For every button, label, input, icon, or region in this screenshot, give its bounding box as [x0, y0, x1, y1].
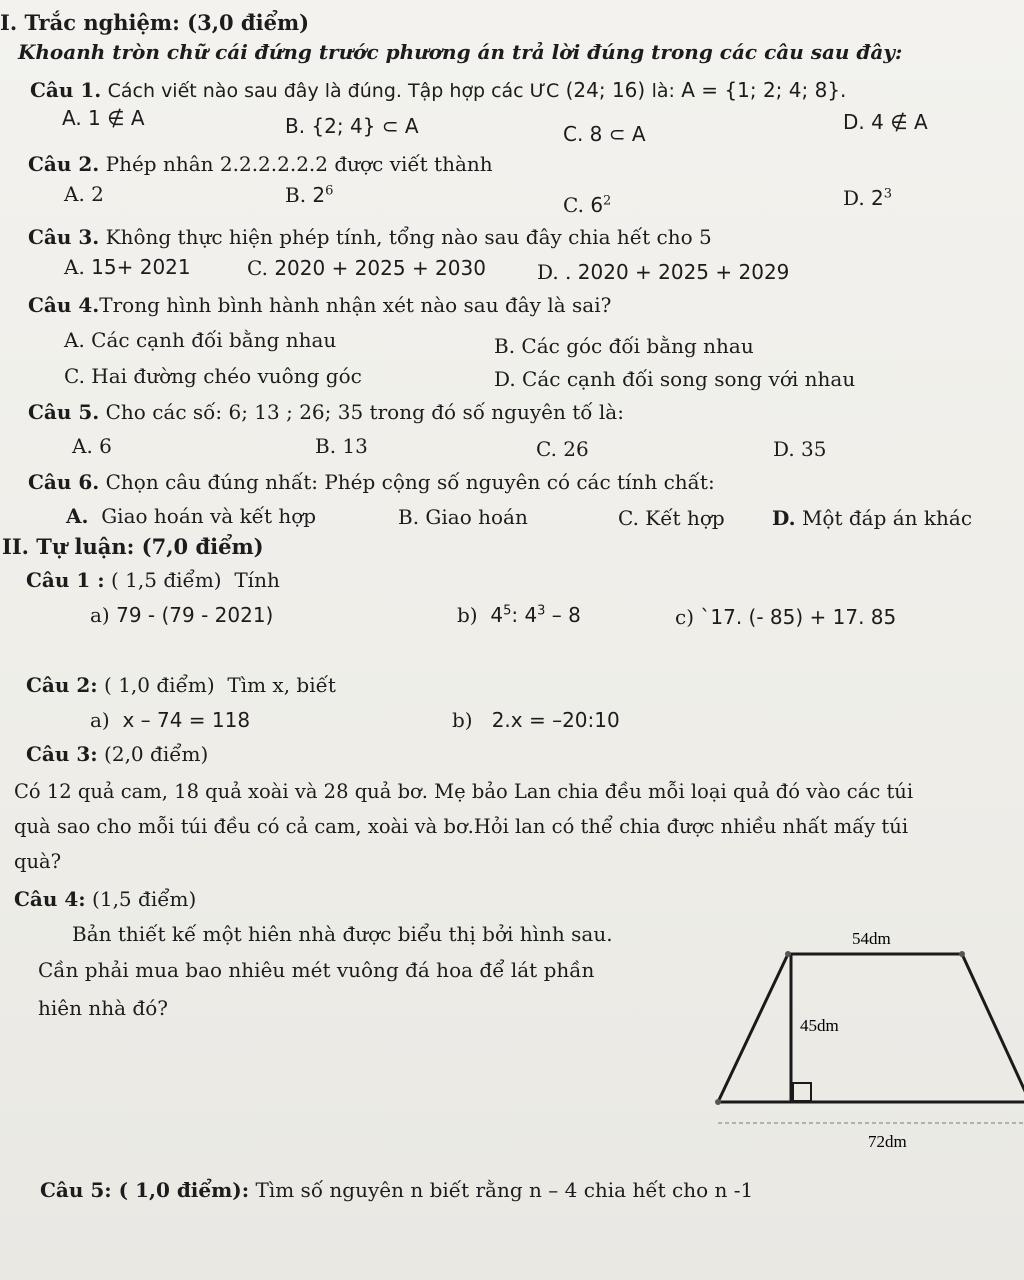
essay-q1-c-expr: `17. (- 85) + 17. 85 — [700, 605, 897, 629]
q6-option-c[interactable]: C. Kết hợp — [618, 506, 725, 530]
q3-text: Không thực hiện phép tính, tổng nào sau đây chia hết cho 5 — [105, 225, 712, 249]
essay-q3-points: (2,0 điểm) — [104, 742, 209, 766]
q6-a-letter: A. — [66, 504, 89, 528]
q6-d-letter: D. — [772, 506, 796, 530]
essay-q1-label: Câu 1 : — [26, 568, 105, 592]
part2-heading: II. Tự luận: (7,0 điểm) — [2, 534, 264, 559]
essay-q1-points: ( 1,5 điểm) — [111, 568, 222, 592]
essay-q1-b-mid: : 4 — [511, 603, 538, 627]
q2-b-base: 2 — [312, 183, 326, 207]
q3-line — [28, 225, 712, 249]
essay-q1-a-label: a) — [90, 603, 110, 627]
q2-option-d[interactable] — [843, 186, 892, 210]
q6-option-d[interactable] — [772, 506, 972, 530]
q2-c-base: 6 — [590, 193, 604, 217]
essay-q4-points: (1,5 điểm) — [92, 887, 197, 911]
q1-math: (24; 16) — [565, 78, 646, 102]
essay-q2-b-expr: 2.x = –20:10 — [491, 708, 620, 732]
vertex-dot — [959, 951, 965, 957]
essay-q2-a-expr: x – 74 = 118 — [122, 708, 251, 732]
q6-d-text: Một đáp án khác — [801, 506, 973, 530]
q2-c-exp: 2 — [603, 193, 612, 209]
essay-q1-text: Tính — [234, 568, 280, 592]
q6-option-a[interactable] — [66, 504, 316, 528]
q5-option-c[interactable]: C. 26 — [536, 437, 589, 461]
q5-option-b[interactable]: B. 13 — [315, 434, 368, 458]
essay-q1-c-label: c) — [675, 605, 695, 629]
essay-q5-label: Câu 5: ( 1,0 điểm): — [40, 1178, 250, 1202]
essay-q3-label: Câu 3: — [26, 742, 98, 766]
label-top: 54dm — [852, 929, 891, 948]
q2-option-a[interactable]: A. 2 — [64, 182, 104, 206]
essay-q4-line1: Bản thiết kế một hiên nhà được biểu thị bởi hình sau. — [72, 922, 613, 946]
q1-label: Câu 1. — [30, 78, 102, 102]
essay-q1-b-base: 4 — [490, 603, 504, 627]
q3-c-math: 2020 + 2025 + 2030 — [274, 256, 486, 280]
q4-text: Trong hình bình hành nhận xét nào sau đây là sai? — [99, 293, 612, 317]
q2-b-prefix: B. — [285, 183, 307, 207]
q2-line — [28, 152, 493, 176]
q3-a-math: 15+ 2021 — [91, 255, 191, 279]
essay-q3-line2: quà sao cho mỗi túi đều có cả cam, xoài và bơ.Hỏi lan có thể chia được nhiều nhất mấy túi — [14, 815, 909, 838]
essay-q2-b-label: b) — [452, 708, 473, 732]
essay-q4-label: Câu 4: — [14, 887, 86, 911]
essay-q2-line — [26, 673, 336, 697]
q2-d-prefix: D. — [843, 186, 865, 210]
essay-q5-text: Tìm số nguyên n biết rằng n – 4 chia hết cho n -1 — [255, 1178, 754, 1202]
label-height: 45dm — [800, 1016, 839, 1035]
q3-option-a[interactable] — [64, 255, 191, 279]
essay-q4-line — [14, 887, 196, 911]
essay-q1-b — [457, 603, 581, 627]
essay-q3-line1: Có 12 quả cam, 18 quả xoài và 28 quả bơ. Mẹ bảo Lan chia đều mỗi loại quả đó vào các túi — [14, 780, 914, 803]
right-angle-mark — [793, 1083, 811, 1101]
q1-line — [30, 78, 846, 102]
q1-option-c[interactable]: C. 8 ⊂ A — [563, 122, 646, 146]
essay-q1-line — [26, 568, 280, 592]
vertex-dot — [785, 951, 791, 957]
q3-option-c[interactable] — [247, 256, 486, 280]
q5-text: Cho các số: 6; 13 ; 26; 35 trong đó số nguyên tố là: — [105, 400, 624, 424]
vertex-dot — [715, 1099, 721, 1105]
essay-q3-line3: quà? — [14, 850, 62, 873]
essay-q2-points: ( 1,0 điểm) — [104, 673, 215, 697]
q2-option-b[interactable] — [285, 183, 333, 207]
q1-mid: là: — [651, 80, 675, 102]
essay-q2-a — [90, 708, 250, 732]
q3-c-letter: C. — [247, 256, 268, 280]
q1-option-d[interactable]: D. 4 ∉ A — [843, 110, 928, 134]
q5-label: Câu 5. — [28, 400, 100, 424]
q4-option-c[interactable]: C. Hai đường chéo vuông góc — [64, 364, 362, 388]
q4-label: Câu 4. — [28, 293, 100, 317]
trapezoid-right-edge — [962, 954, 1024, 1102]
part1-instruction: Khoanh tròn chữ cái đứng trước phương án trả lời đúng trong các câu sau đây: — [18, 40, 903, 64]
essay-q1-a-expr: 79 - (79 - 2021) — [116, 603, 274, 627]
q6-option-b[interactable]: B. Giao hoán — [398, 505, 528, 529]
q1-set: A = {1; 2; 4; 8}. — [681, 78, 847, 102]
q2-label: Câu 2. — [28, 152, 100, 176]
q2-b-exp: 6 — [325, 183, 334, 199]
q4-option-a[interactable]: A. Các cạnh đối bằng nhau — [64, 328, 337, 352]
q2-d-exp: 3 — [883, 186, 893, 202]
q6-line — [28, 470, 715, 494]
q3-d-math: 2020 + 2025 + 2029 — [577, 260, 790, 284]
q2-c-prefix: C. — [563, 193, 584, 217]
essay-q1-b-label: b) — [457, 603, 478, 627]
essay-q4-line2: Cần phải mua bao nhiêu mét vuông đá hoa để lát phần — [38, 958, 595, 982]
essay-q1-b-exp2: 3 — [537, 603, 546, 619]
q3-d-letter: D. . — [537, 260, 572, 284]
q6-a-text: Giao hoán và kết hợp — [101, 504, 317, 528]
q5-line — [28, 400, 624, 424]
q1-option-b[interactable]: B. {2; 4} ⊂ A — [285, 114, 419, 138]
q3-option-d[interactable] — [537, 260, 789, 284]
q4-line — [28, 293, 611, 317]
q4-option-b[interactable]: B. Các góc đối bằng nhau — [494, 334, 754, 358]
q2-text: Phép nhân 2.2.2.2.2.2 được viết thành — [105, 152, 493, 176]
essay-q2-a-label: a) — [90, 708, 110, 732]
essay-q4-line3: hiên nhà đó? — [38, 996, 168, 1020]
q1-text: Cách viết nào sau đây là đúng. Tập hợp các ƯC — [107, 80, 560, 102]
q3-a-letter: A. — [64, 255, 85, 279]
q2-option-c[interactable] — [563, 193, 611, 217]
essay-q5-line — [40, 1178, 753, 1202]
trapezoid-figure — [700, 920, 1024, 1160]
q5-option-d[interactable]: D. 35 — [773, 437, 827, 461]
part1-heading: I. Trắc nghiệm: (3,0 điểm) — [0, 10, 310, 35]
essay-q1-b-tail: – 8 — [545, 603, 581, 627]
q4-option-d[interactable]: D. Các cạnh đối song song với nhau — [494, 367, 856, 391]
trapezoid-left-edge — [718, 954, 788, 1102]
essay-q1-b-exp1: 5 — [503, 603, 512, 619]
q1-option-a[interactable]: A. 1 ∉ A — [62, 106, 145, 130]
essay-q1-a — [90, 603, 273, 627]
essay-q2-label: Câu 2: — [26, 673, 98, 697]
essay-q2-b — [452, 708, 620, 732]
essay-q1-c — [675, 605, 896, 629]
essay-q2-text: Tìm x, biết — [227, 673, 336, 697]
essay-q3-line — [26, 742, 208, 766]
q2-d-base: 2 — [871, 186, 884, 210]
q6-label: Câu 6. — [28, 470, 100, 494]
q6-text: Chọn câu đúng nhất: Phép cộng số nguyên có các tính chất: — [105, 470, 715, 494]
label-bottom: 72dm — [868, 1132, 907, 1151]
q3-label: Câu 3. — [28, 225, 100, 249]
q5-option-a[interactable]: A. 6 — [72, 434, 112, 458]
